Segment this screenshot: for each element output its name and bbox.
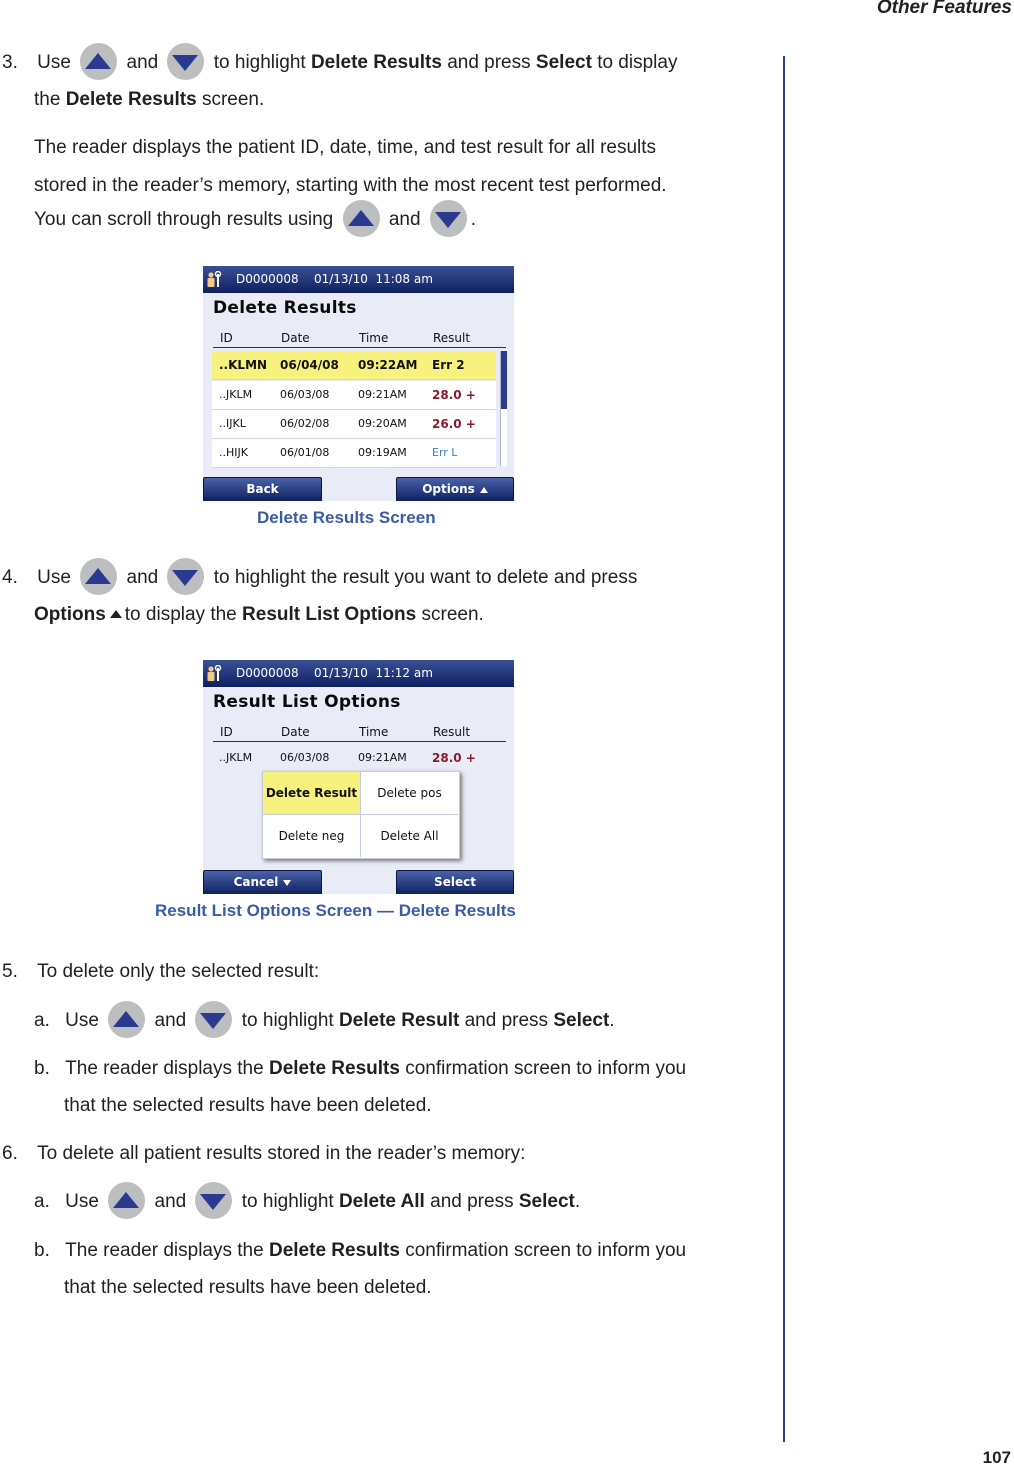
scrollbar-thumb[interactable]	[501, 351, 507, 409]
screen-title: Delete Results	[213, 298, 357, 318]
up-arrow-button-icon	[80, 43, 117, 80]
result-row[interactable]: ..JKLM 06/03/08 09:21AM 28.0 +	[219, 751, 476, 765]
up-arrow-button-icon	[80, 558, 117, 595]
step-6-line-1: 6. To delete all patient results stored in the reader’s memory:	[2, 1143, 526, 1164]
step-4-line-2: Options to display the Result List Options screen.	[34, 604, 484, 625]
column-headers: ID Date Time Result	[213, 329, 506, 348]
result-row[interactable]: ..HIJK 06/01/08 09:19AM Err L	[212, 439, 496, 468]
step-3-line-1: 3. Use and to highlight Delete Results and press Select to display	[2, 51, 677, 75]
options-popup	[262, 771, 460, 859]
margin-rule	[783, 56, 785, 1442]
step-3-para-3: You can scroll through results using and .	[34, 208, 476, 232]
step-5a: a. Use and to highlight Delete Result and press Select.	[34, 1009, 615, 1033]
step-3-para-1: The reader displays the patient ID, date, time, and test result for all results	[34, 137, 657, 158]
figure-caption: Result List Options Screen — Delete Results	[155, 901, 516, 920]
step-4-line-1: 4. Use and to highlight the result you want to delete and press	[2, 566, 637, 590]
step-5-line-1: 5. To delete only the selected result:	[2, 961, 320, 982]
screen-title: Result List Options	[213, 692, 401, 712]
delete-neg-option[interactable]: Delete neg	[263, 815, 361, 857]
user-wrench-icon	[206, 271, 222, 288]
step-6a: a. Use and to highlight Delete All and press Select.	[34, 1190, 580, 1214]
down-arrow-button-icon	[167, 558, 204, 595]
result-list-options-screen	[203, 660, 514, 894]
options-button[interactable]: Options	[396, 477, 514, 501]
delete-result-option[interactable]: Delete Result	[263, 772, 361, 815]
step-3-line-2: the Delete Results screen.	[34, 89, 265, 110]
down-arrow-button-icon	[195, 1001, 232, 1038]
section-header: Other Features	[876, 0, 1012, 18]
step-6b-line-2: that the selected results have been deleted.	[64, 1277, 432, 1298]
triangle-down-icon	[283, 880, 291, 886]
step-6b-line-1: b. The reader displays the Delete Results confirmation screen to inform you	[34, 1240, 687, 1261]
up-arrow-button-icon	[343, 200, 380, 237]
status-bar: D0000008 01/13/10 11:12 am	[203, 660, 514, 687]
step-5b-line-1: b. The reader displays the Delete Results confirmation screen to inform you	[34, 1058, 687, 1079]
triangle-up-icon	[110, 610, 122, 618]
scrollbar[interactable]	[500, 351, 507, 466]
column-headers: ID Date Time Result	[213, 723, 506, 742]
delete-results-screen	[203, 266, 514, 501]
select-button[interactable]: Select	[396, 870, 514, 894]
result-row[interactable]: ..KLMN 06/04/08 09:22AM Err 2	[212, 351, 496, 380]
back-button[interactable]: Back	[203, 477, 322, 501]
down-arrow-button-icon	[167, 43, 204, 80]
up-arrow-button-icon	[108, 1001, 145, 1038]
result-row[interactable]: ..IJKL 06/02/08 09:20AM 26.0 +	[212, 410, 496, 439]
page-number: 107	[982, 1448, 1011, 1467]
delete-pos-option[interactable]: Delete pos	[361, 772, 458, 815]
user-wrench-icon	[206, 665, 222, 682]
cancel-button[interactable]: Cancel	[203, 870, 322, 894]
step-5b-line-2: that the selected results have been deleted.	[64, 1095, 432, 1116]
figure-caption: Delete Results Screen	[257, 508, 436, 527]
down-arrow-button-icon	[430, 200, 467, 237]
delete-all-option[interactable]: Delete All	[380, 829, 439, 843]
result-row[interactable]: ..JKLM 06/03/08 09:21AM 28.0 +	[212, 381, 496, 410]
triangle-up-icon	[480, 487, 488, 493]
up-arrow-button-icon	[108, 1182, 145, 1219]
down-arrow-button-icon	[195, 1182, 232, 1219]
status-bar: D0000008 01/13/10 11:08 am	[203, 266, 514, 293]
step-3-para-2: stored in the reader’s memory, starting with the most recent test performed.	[34, 175, 667, 196]
